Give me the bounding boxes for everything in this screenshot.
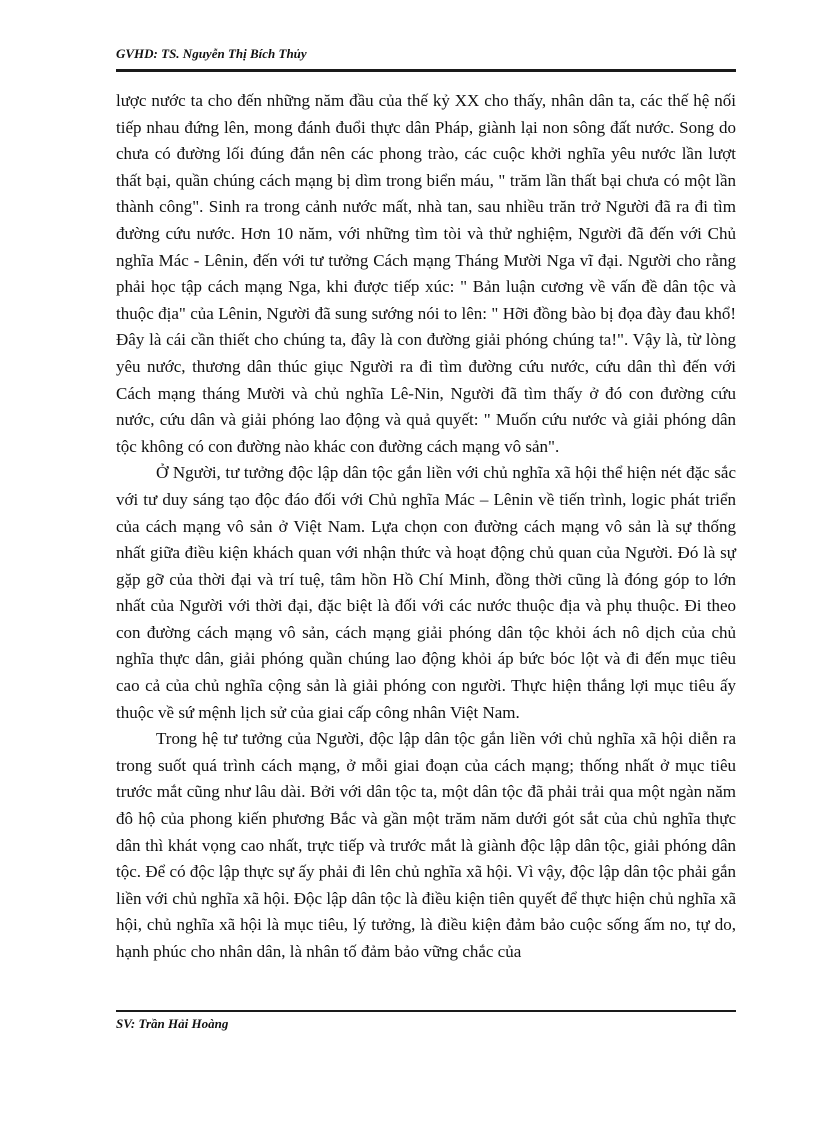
footer-divider [116,1010,736,1012]
page-footer-student: SV: Trần Hải Hoàng [116,1016,229,1031]
page-header-supervisor: GVHD: TS. Nguyễn Thị Bích Thủy [116,46,307,61]
paragraph: Trong hệ tư tưởng của Người, độc lập dân tộc gắn liền với chủ nghĩa xã hội diễn ra trong suốt quá trình cách mạng, ở mỗi giai đoạn của cách mạng; thống nhất ở mục tiêu trước mắt cũng như lâu dài. Bởi với dân tộc ta, một dân tộc đã phải trải qua một ngàn năm đô hộ của phong kiến phương Bắc và gần một trăm năm dưới gót sắt của chủ nghĩa thực dân thì khát vọng cao nhất, trực tiếp và trước mắt là giành độc lập dân tộc, giải phóng dân tộc. Để có độc lập thực sự ấy phải đi lên chủ nghĩa xã hội. Vì vậy, độc lập dân tộc phải gắn liền với chủ nghĩa xã hội. Độc lập dân tộc là điều kiện tiên quyết để thực hiện chủ nghĩa xã hội, chủ nghĩa xã hội là mục tiêu, lý tưởng, là điều kiện đảm bảo cuộc sống ấm no, tự do, hạnh phúc cho nhân dân, là nhân tố đảm bảo vững chắc của [116,729,736,961]
paragraph: Ở Người, tư tưởng độc lập dân tộc gắn liền với chủ nghĩa xã hội thể hiện nét đặc sắc với tư duy sáng tạo độc đáo đối với Chủ nghĩa Mác – Lênin về tiến trình, logic phát triển của cách mạng vô sản ở Việt Nam. Lựa chọn con đường cách mạng vô sản là sự thống nhất giữa điều kiện khách quan với nhận thức và hoạt động chủ quan của Người. Đó là sự gặp gỡ của thời đại và trí tuệ, tâm hồn Hồ Chí Minh, đồng thời cũng là đóng góp to lớn nhất của Người với thời đại, đặc biệt là đối với các nước thuộc địa và phụ thuộc. Đi theo con đường cách mạng vô sản, cách mạng giải phóng dân tộc khỏi ách nô dịch của chủ nghĩa thực dân, giải phóng quần chúng lao động khỏi áp bức bóc lột và đi đến mục tiêu cao cả của chủ nghĩa cộng sản là giải phóng con người. Thực hiện thắng lợi mục tiêu ấy thuộc về sứ mệnh lịch sử của giai cấp công nhân Việt Nam. [116,463,736,722]
paragraph-continued: lược nước ta cho đến những năm đầu của thế kỷ XX cho thấy, nhân dân ta, các thế hệ nối tiếp nhau đứng lên, mong đánh đuổi thực dân Pháp, giành lại non sông đất nước. Song do chưa có đường lối đúng đắn nên các phong trào, các cuộc khởi nghĩa yêu nước lần lượt thất bại, quần chúng cách mạng bị dìm trong biển máu, " trăm lần thất bại chưa có một lần thành công". Sinh ra trong cảnh nước mất, nhà tan, sau nhiều trăn trở Người đã ra đi tìm đường cứu nước. Hơn 10 năm, với những tìm tòi và thử nghiệm, Người đã đến với Chủ nghĩa Mác - Lênin, đến với tư tưởng Cách mạng Tháng Mười Nga vĩ đại. Người cho rằng phải học tập cách mạng Nga, khi được tiếp xúc: " Bản luận cương về vấn đề dân tộc và thuộc địa" của Lênin, Người đã sung sướng nói to lên: " Hỡi đồng bào bị đọa đày đau khổ! Đây là cái cần thiết cho chúng ta, đây là con đường giải phóng chúng ta!". Vậy là, từ lòng yêu nước, thương dân thúc giục Người ra đi tìm đường cứu nước, cứu dân thì đến với Cách mạng tháng Mười và chủ nghĩa Lê-Nin, Người đã tìm thấy ở đó con đường cứu nước, cứu dân và giải phóng lao động và quả quyết: " Muốn cứu nước và giải phóng dân tộc không có con đường nào khác con đường cách mạng vô sản". [116,91,736,456]
header-divider [116,69,736,72]
document-body [116,88,736,966]
